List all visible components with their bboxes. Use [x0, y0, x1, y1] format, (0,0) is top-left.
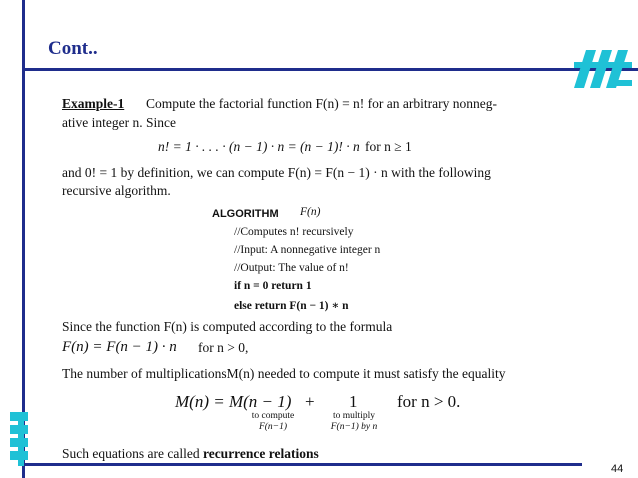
underbrace-label-1 [238, 411, 308, 433]
example-label: Example-1 [62, 96, 125, 111]
slide-title: Cont.. [48, 38, 98, 59]
algorithm-if-line: if n = 0 return 1 [234, 280, 312, 292]
mn-formula-condition: for n > 0. [397, 392, 461, 411]
underbrace-label-2-a: to multiply [333, 411, 375, 421]
example-line-4: recursive algorithm. [62, 183, 171, 198]
underbrace-label-1-b: F(n−1) [258, 422, 288, 432]
since-line: Since the function F(n) is computed according to the formula [62, 319, 393, 334]
closing-line [62, 446, 319, 462]
mn-formula-one: 1 [349, 392, 358, 411]
example-line-3: and 0! = 1 by definition, we can compute F(n) = F(n − 1) · n with the following [62, 165, 491, 180]
page-number: 44 [611, 463, 624, 475]
algorithm-comment-2: //Input: A nonnegative integer n [234, 244, 381, 256]
mn-formula-lhs: M(n) = M(n − 1) [175, 392, 292, 411]
frame-left-bar [22, 0, 25, 478]
algorithm-keyword: ALGORITHM [212, 208, 279, 220]
mn-formula-plus: + [305, 392, 315, 411]
example-line-2: ative integer n. Since [62, 115, 176, 130]
underbrace-label-2-b: F(n−1) by n [330, 422, 378, 432]
algorithm-name: F(n) [300, 206, 321, 218]
closing-prefix: Such equations are called [62, 446, 203, 461]
underbrace-label-2 [318, 411, 390, 433]
decorative-stripes-icon [572, 44, 634, 90]
example-line-1: Compute the factorial function F(n) = n! for an arbitrary nonneg- [146, 96, 497, 111]
factorial-formula: n! = 1 · . . . · (n − 1) · n = (n − 1)! · n [158, 139, 360, 154]
frame-top-bar [22, 68, 638, 71]
algorithm-comment-3: //Output: The value of n! [234, 262, 349, 274]
algorithm-else-line: else return F(n − 1) ∗ n [234, 300, 349, 312]
multiplications-line: The number of multiplicationsM(n) needed to compute it must satisfy the equality [62, 366, 506, 381]
recurrence-condition: for n > 0, [198, 340, 249, 355]
underbrace-label-1-a: to compute [251, 411, 295, 421]
frame-bottom-bar [22, 463, 582, 466]
closing-bold-term: recurrence relations [202, 446, 319, 461]
algorithm-comment-1: //Computes n! recursively [234, 226, 354, 238]
recurrence-formula: F(n) = F(n − 1) · n [62, 339, 177, 355]
factorial-condition: for n ≥ 1 [365, 139, 412, 154]
decorative-stripes-left-icon [6, 410, 30, 468]
